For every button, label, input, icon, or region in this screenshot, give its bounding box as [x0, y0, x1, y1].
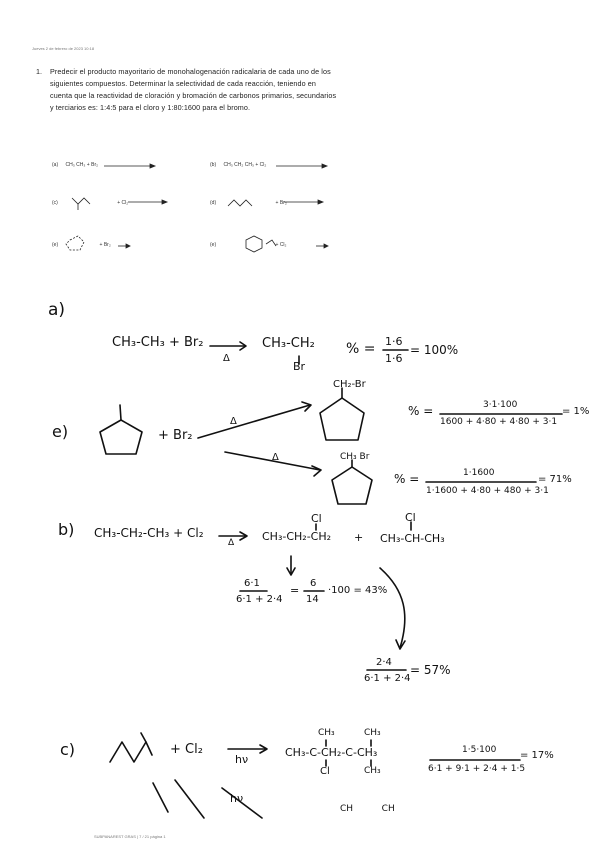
part-e-pct1-left: % =	[408, 404, 434, 418]
part-e-cond-top: Δ	[230, 416, 237, 427]
part-b-calc2-result: = 57%	[410, 663, 451, 677]
part-e-label: e)	[52, 422, 69, 441]
part-e-pct1-num: 3·1·100	[483, 400, 518, 410]
part-e-pct1-result: = 1%	[562, 406, 590, 417]
reaction-label: (c)	[52, 200, 58, 206]
part-e-reactant: + Br₂	[158, 428, 193, 443]
part-c-cond: hν	[235, 753, 249, 766]
part-c-label: c)	[60, 740, 76, 759]
part-c-product-top1: CH₃	[318, 728, 335, 738]
part-e-product1-sub: CH₂-Br	[333, 379, 366, 390]
reaction-label: (b)	[210, 162, 217, 168]
reaction-text: + Br₂	[275, 200, 287, 206]
part-b-reactants: CH₃-CH₂-CH₃ + Cl₂	[94, 526, 204, 540]
part-e-pct2-den: 1·1600 + 4·80 + 480 + 3·1	[426, 486, 549, 496]
question-text: Predecir el producto mayoritario de monohalogenación radicalaria de cada uno de los siguientes compuestos. Determinar la selectividad de cada reacción, teniendo en cuenta que la reactividad de cloración y bromación de carbonos primarios, secundarios y terciarios es: 1:4:5 para el cloro y 1:80:1600 para el bromo.	[50, 67, 337, 112]
part-e-pct2-result: = 71%	[538, 474, 572, 485]
reaction-text: CH₃ CH₂ CH₃ + Cl₂	[223, 162, 267, 168]
part-c-product-bot1: Cl	[320, 766, 330, 777]
part-b-plus: +	[354, 531, 364, 544]
reaction-label: (e)	[210, 242, 217, 248]
part-c-pct-num: 1·5·100	[462, 745, 497, 755]
reaction-label: (a)	[52, 162, 59, 168]
part-a-pct-result: = 100%	[410, 343, 459, 357]
part-b-calc2-num: 2·4	[376, 657, 392, 668]
part-c-bottom-partial: CH CH	[340, 804, 395, 814]
reaction-label: (d)	[210, 200, 217, 206]
part-b-calc1-eq: =	[290, 584, 300, 597]
part-b-cond: Δ	[228, 538, 235, 548]
part-e-pct2-num: 1·1600	[463, 468, 495, 478]
page-datetime: Jueves 2 de febrero de 2023 10:18	[32, 46, 95, 51]
part-e-pct1-den: 1600 + 4·80 + 4·80 + 3·1	[440, 417, 558, 427]
part-c-product-top2: CH₃	[364, 728, 381, 738]
part-a-pct-den: 1·6	[385, 352, 403, 365]
part-e-cond-bottom: Δ	[272, 452, 279, 463]
part-b-calc1-den2: 14	[306, 594, 319, 605]
part-c-product-bot2: CH₃	[364, 766, 381, 776]
reaction-text: CH₃ CH₃ + Br₂	[65, 162, 99, 168]
part-e-product2-sub: CH₃ Br	[340, 452, 370, 462]
part-c-cond2: hν	[230, 792, 244, 805]
part-a-reactants: CH₃-CH₃ + Br₂	[112, 335, 204, 350]
reaction-text: + Br₂	[99, 242, 111, 248]
part-b-calc1-num2: 6	[310, 578, 317, 589]
part-a-cond: Δ	[223, 353, 230, 364]
part-b-product2: CH₃-CH-CH₃	[380, 532, 445, 545]
part-b-product1: CH₃-CH₂-CH₂	[262, 530, 332, 543]
part-b-label: b)	[58, 520, 75, 539]
part-a-product: CH₃-CH₂	[262, 336, 315, 351]
part-a-label: a)	[48, 300, 66, 320]
part-b-product1-sub: Cl	[311, 512, 322, 525]
part-c-pct-result: = 17%	[520, 750, 554, 761]
question-number: 1.	[36, 67, 42, 76]
reaction-label: (e)	[52, 242, 59, 248]
reaction-text: + Cl₂	[275, 242, 287, 248]
part-a-product-sub: Br	[293, 360, 306, 373]
reaction-text: + Cl₂	[117, 200, 129, 206]
page-footer: SUBPANAREST GRAS | 7 / 21 página 1	[94, 834, 166, 839]
part-b-calc1-den: 6·1 + 2·4	[236, 594, 283, 605]
part-a-pct-left: % =	[346, 341, 376, 357]
part-b-calc1-num: 6·1	[244, 578, 260, 589]
part-b-calc1-result: ·100 = 43%	[328, 585, 388, 596]
part-c-product: CH₃-C-CH₂-C-CH₃	[285, 746, 378, 759]
part-a-pct-num: 1·6	[385, 335, 403, 348]
part-c-reactant: + Cl₂	[170, 742, 203, 757]
part-e-pct2-left: % =	[394, 472, 420, 486]
part-c-pct-den: 6·1 + 9·1 + 2·4 + 1·5	[428, 764, 526, 774]
part-b-calc2-den: 6·1 + 2·4	[364, 673, 411, 684]
part-b-product2-sub: Cl	[405, 511, 416, 524]
